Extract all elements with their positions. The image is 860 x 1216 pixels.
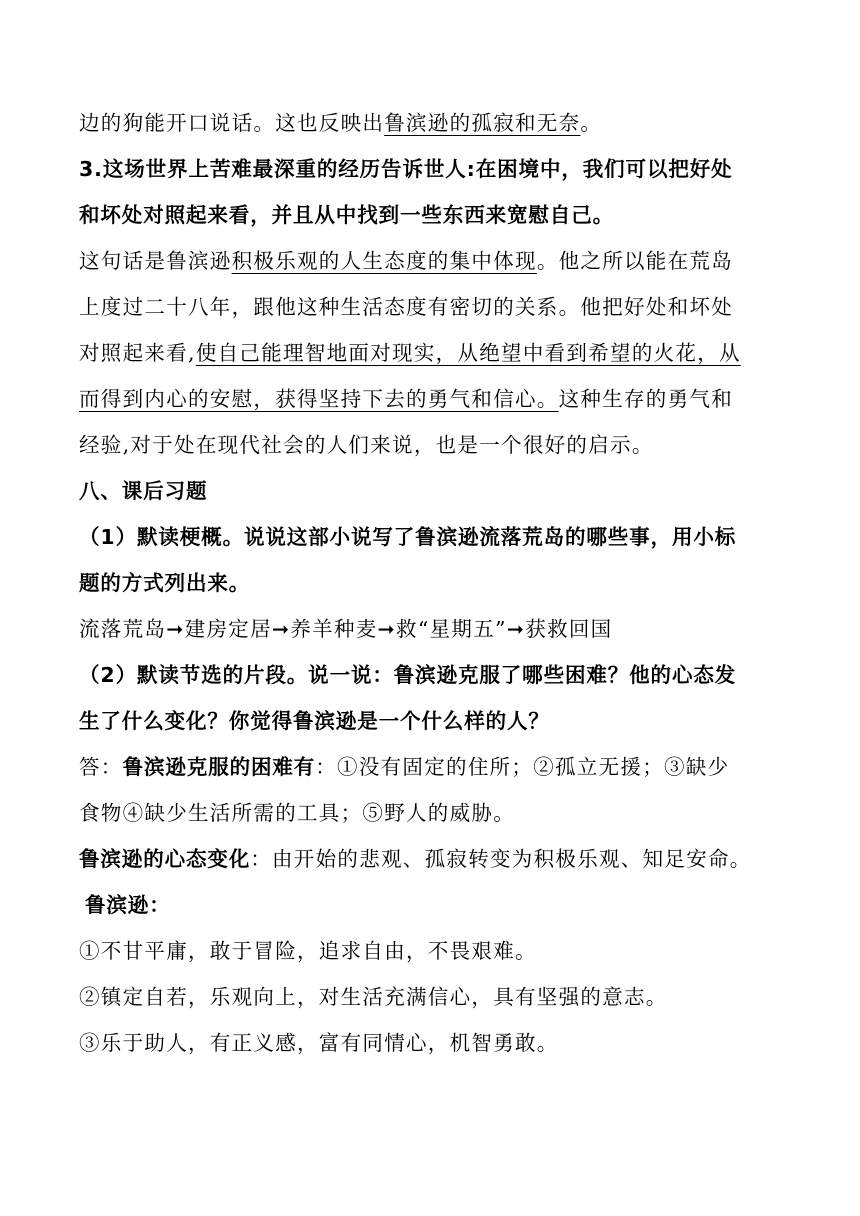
text-span: 边的狗能开口说话。这也反映出 — [79, 111, 385, 135]
text-span: 。他之所以能在荒岛 — [536, 249, 734, 273]
text-span: 。 — [580, 111, 603, 135]
underlined-phrase: 而得到内心的安慰，获得坚持下去的勇气和信心。 — [79, 387, 559, 411]
analysis-line-4 — [79, 376, 785, 422]
answer-subheading: 鲁滨逊克服的困难有 — [122, 755, 316, 779]
quote-3-line-1: 3.这场世界上苦难最深重的经历告诉世人:在困境中，我们可以把好处 — [79, 157, 733, 181]
analysis-line-1 — [79, 238, 785, 284]
trait-item: ②镇定自若，乐观向上，对生活充满信心，具有坚强的意志。 — [79, 985, 668, 1009]
trait-item: ①不甘平庸，敢于冒险，追求自由，不畏艰难。 — [79, 939, 537, 963]
exercise-1-line-1: （1）默读梗概。说说这部小说写了鲁滨逊流落荒岛的哪些事，用小标 — [79, 525, 737, 549]
analysis-line-3 — [79, 330, 785, 376]
analysis-line-5: 经验,对于处在现代社会的人们来说，也是一个很好的启示。 — [79, 433, 654, 457]
text-span: 这句话是鲁滨逊 — [79, 249, 232, 273]
paragraph-1-line — [79, 100, 785, 146]
text-span: ：由开始的悲观、孤寂转变为积极乐观、知足安命。 — [250, 847, 752, 871]
underlined-phrase: 积极乐观的人生态度的集中体现 — [231, 249, 537, 273]
exercise-2-line-1: （2）默读节选的片段。说一说：鲁滨逊克服了哪些困难？他的心态发 — [79, 663, 737, 687]
text-span: ：①没有固定的住所；②孤立无援；③缺少 — [315, 755, 730, 779]
text-span: 对照起来看, — [79, 341, 196, 365]
exercise-1-line-2: 题的方式列出来。 — [79, 571, 251, 595]
underlined-phrase: 使自己能理智地面对现实，从绝望中看到希望的火花，从 — [195, 341, 741, 365]
text-span: 这种生存的勇气和 — [558, 387, 734, 411]
analysis-line-2: 上度过二十八年，跟他这种生活态度有密切的关系。他把好处和坏处 — [79, 295, 733, 319]
exercise-2-line-2: 生了什么变化？你觉得鲁滨逊是一个什么样的人？ — [79, 709, 550, 733]
document-page — [79, 100, 785, 1066]
answer-subheading: 鲁滨逊的心态变化 — [79, 847, 251, 871]
trait-item: ③乐于助人，有正义感，富有同情心，机智勇敢。 — [79, 1031, 559, 1055]
exercise-2-answer-line-2: 食物④缺少生活所需的工具；⑤野人的威胁。 — [79, 801, 515, 825]
answer-prefix: 答： — [79, 755, 123, 779]
quote-3-line-2: 和坏处对照起来看，并且从中找到一些东西来宽慰自己。 — [79, 203, 614, 227]
exercise-2-answer-line-1 — [79, 744, 785, 790]
character-label: 鲁滨逊： — [85, 893, 171, 917]
section-heading: 八、课后习题 — [79, 479, 208, 503]
underlined-phrase: 鲁滨逊的孤寂和无奈 — [384, 111, 581, 135]
mindset-change-line — [79, 836, 785, 882]
exercise-1-answer: 流落荒岛➞建房定居➞养羊种麦➞救“星期五”➞获救回国 — [79, 617, 613, 641]
